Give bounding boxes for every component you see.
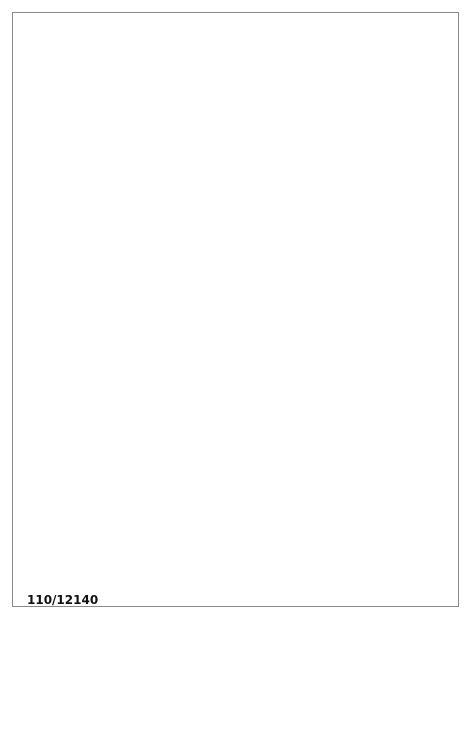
notice-line [27,33,446,51]
notice-line [27,540,446,558]
notice-line [27,413,446,431]
notice-line [27,286,446,304]
notice-line [27,304,446,322]
notice-line [27,51,446,69]
notice-line [27,359,446,377]
notice-footer [27,592,444,607]
notice-line [27,196,446,214]
notice-body [13,33,459,594]
notice-line [27,105,446,123]
notice-line [27,214,446,232]
notice-line [27,522,446,540]
notice-line [27,142,446,160]
notice-line [27,87,446,105]
notice-line [27,232,446,250]
notice-line [27,431,446,449]
notice-line [27,449,446,467]
notice-line [27,250,446,268]
notice-line [27,467,446,485]
notice-line [27,377,446,395]
notice-line [27,341,446,359]
notice-line [27,395,446,413]
notice-line [27,160,446,178]
notice-line [27,485,446,503]
notice-line [27,503,446,521]
reference-number: 110/12140 [27,593,99,607]
notice-line [27,268,446,286]
notice-line [27,558,446,576]
auction-notice [12,12,459,607]
notice-line [27,178,446,196]
notice-line [27,323,446,341]
notice-line [27,69,446,87]
notice-line [27,123,446,141]
